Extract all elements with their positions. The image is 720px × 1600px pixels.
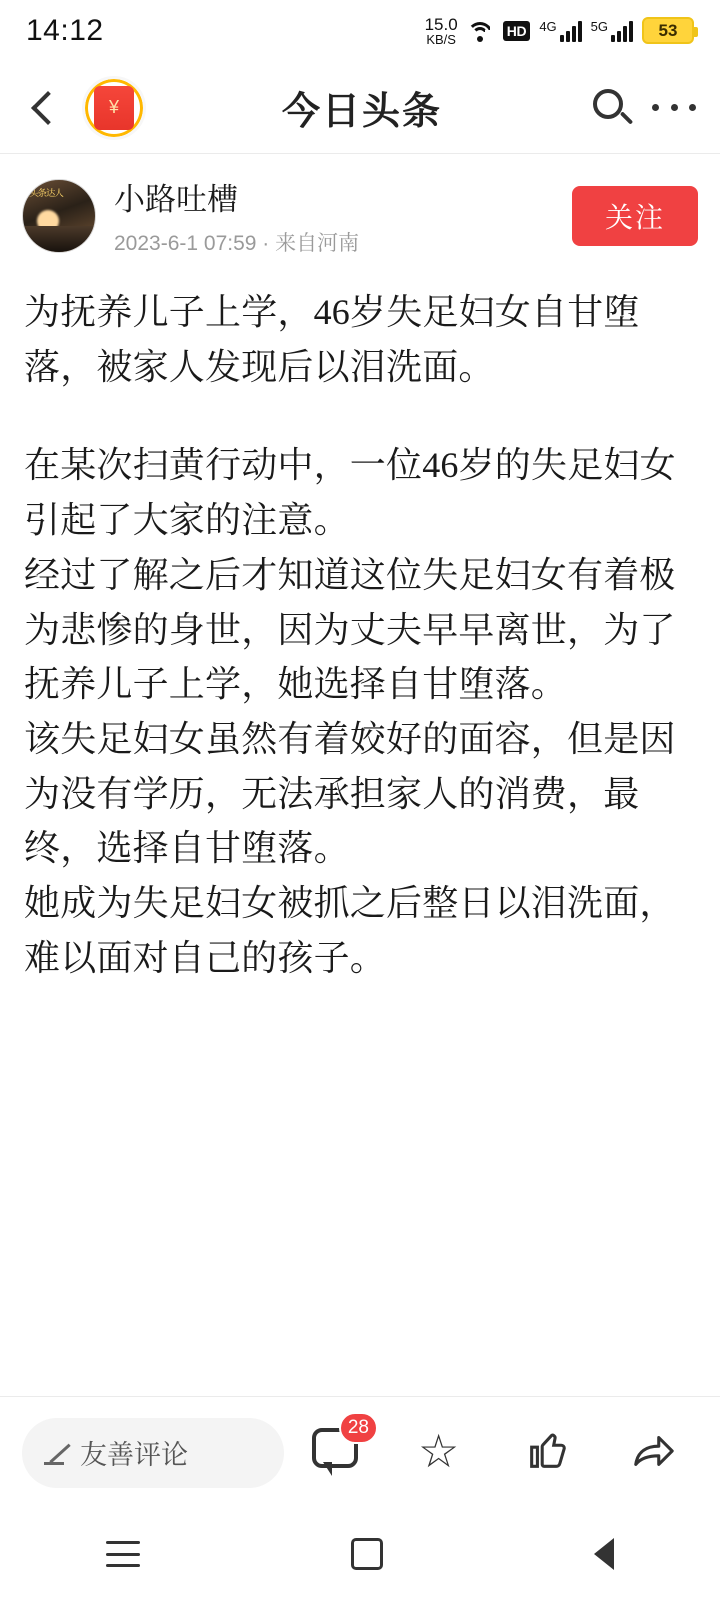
status-indicators: [425, 16, 694, 47]
wifi-icon: [467, 20, 494, 42]
signal-4g-bars: [560, 20, 582, 42]
article-headline: 为抚养儿子上学，46岁失足妇女自甘堕落，被家人发现后以泪洗面。: [24, 292, 640, 387]
favorite-button[interactable]: [418, 1424, 468, 1478]
signal-5g-label: 5G: [590, 18, 608, 34]
article-body: [0, 271, 720, 1396]
share-arrow-icon: [630, 1428, 676, 1474]
avatar[interactable]: [22, 179, 96, 253]
back-icon[interactable]: [594, 1538, 614, 1570]
comment-input[interactable]: [22, 1418, 284, 1488]
thumbs-up-icon: [524, 1428, 570, 1474]
network-speed: [425, 16, 458, 47]
article-paragraph: 经过了解之后才知道这位失足妇女有着极为悲惨的身世，因为丈夫早早离世，为了抚养儿子上学，她选择自甘堕落。: [24, 554, 676, 705]
search-icon[interactable]: [588, 84, 636, 132]
comment-count-badge: 28: [339, 1412, 378, 1444]
recent-apps-icon[interactable]: [106, 1541, 140, 1567]
action-icons: [312, 1416, 698, 1478]
battery-icon: [642, 17, 694, 44]
signal-4g-label: 4G: [539, 18, 557, 34]
avatar-badge-label: 头条达人: [29, 188, 63, 199]
app-header: [0, 62, 720, 154]
network-speed-value: 15.0: [424, 14, 458, 34]
status-bar: [0, 0, 720, 62]
article-paragraph: 在某次扫黄行动中，一位46岁的失足妇女引起了大家的注意。: [24, 445, 676, 541]
like-button[interactable]: [524, 1428, 574, 1478]
hd-icon: HD: [503, 21, 531, 41]
author-timestamp: 2023-6-1 07:59 · 来自河南: [114, 232, 360, 255]
article-paragraph: 她成为失足妇女被抓之后整日以泪洗面，难以面对自己的孩子。: [24, 883, 676, 978]
pencil-icon: [44, 1440, 70, 1466]
share-button[interactable]: [630, 1428, 680, 1478]
star-icon: ☆: [418, 1424, 460, 1477]
comment-count-button[interactable]: [312, 1416, 369, 1478]
signal-5g-bars: [611, 20, 633, 42]
article-paragraph: 该失足妇女虽然有着姣好的面容，但是因为没有学历，无法承担家人的消费，最终，选择自甘堕落。: [24, 719, 676, 869]
wallet-logo-symbol: ¥: [94, 86, 134, 130]
system-nav-bar: [0, 1508, 720, 1600]
home-icon[interactable]: [351, 1538, 383, 1570]
follow-button[interactable]: 关注: [572, 186, 698, 246]
signal-4g: [539, 20, 581, 42]
author-name[interactable]: 小路吐槽: [114, 182, 238, 217]
status-clock: 14:12: [26, 14, 104, 47]
author-meta: [114, 174, 359, 257]
page-title: 今日头条: [281, 91, 442, 133]
more-icon[interactable]: [650, 84, 698, 132]
bottom-action-bar: [0, 1396, 720, 1508]
author-row: [0, 154, 720, 271]
wallet-logo-icon[interactable]: [82, 76, 146, 140]
battery-percent: 53: [658, 20, 678, 40]
network-speed-unit: KB/S: [426, 32, 456, 48]
signal-5g: [591, 20, 633, 42]
comment-placeholder: 友善评论: [80, 1440, 188, 1470]
back-icon[interactable]: [22, 86, 66, 130]
